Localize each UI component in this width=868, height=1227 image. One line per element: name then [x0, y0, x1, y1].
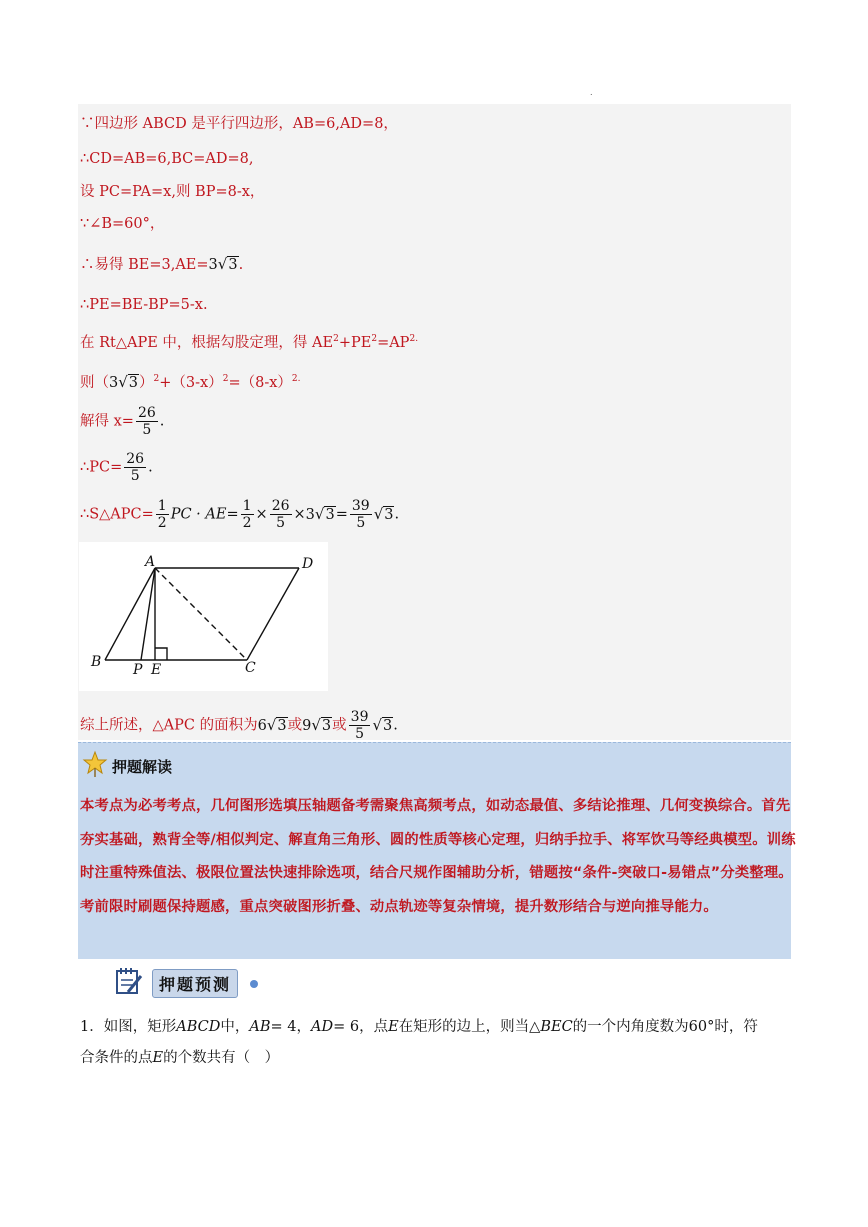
solution-line-8: 则$(3√3)^2+(3-x)^2=(8-x)^{2.}$: [80, 373, 301, 391]
solution-line-10: ∴PC= $\frac{26}{5}$ .: [80, 451, 153, 484]
label-c: C: [245, 660, 256, 676]
page-dot: .: [590, 88, 593, 97]
ae-value: 3√3: [208, 255, 238, 273]
question-1: 1．如图，矩形ABCD中，AB= 4，AD= 6，点E在矩形的边上，则当△BEC的一个内角度数为60°时，符 合条件的点E的个数共有（ ）: [80, 1019, 758, 1066]
prediction-title: 押题预测: [152, 969, 238, 998]
title-dot: [250, 980, 258, 988]
solution-line-9: 解得 x= $\frac{26}{5}$ .: [80, 405, 165, 438]
solution-line-5: ∴易得 BE=3,AE=3√3.: [80, 255, 244, 273]
label-e: E: [151, 662, 162, 678]
notepad-icon: [114, 966, 144, 1000]
solution-line-1: ∵四边形 ABCD 是平行四边形，AB=6,AD=8，: [80, 116, 398, 132]
label-a: A: [145, 554, 156, 570]
parallelogram-figure: [79, 542, 328, 691]
solution-line-2: ∴CD=AB=6,BC=AD=8,: [80, 151, 254, 167]
solution-line-7: 在 Rt△APE 中，根据勾股定理，得 $AE^2+PE^2=AP^{2.}$: [80, 334, 419, 351]
summary-text: 本考点为必考考点，几何图形选填压轴题备考需聚焦高频考点，如动态最值、多结论推理、几何变换综合。首先夯实基础，熟背全等/相似判定、解直角三角形、圆的性质等核心定理，归纳手拉手、将军饮马等经典模型。训练时注重特殊值法、极限位置法快速排除选项，结合尺规作图辅助分析，错题按“条件-突破口-易错点”分类整理。考前限时刷题保持题感，重点突破图形折叠、动点轨迹等复杂情境，提升数形结合与逆向推导能力。: [80, 798, 796, 915]
star-icon: [82, 750, 108, 782]
fraction-26-5: $\frac{26}{5}$: [137, 405, 156, 438]
fraction-26-5: $\frac{26}{5}$: [126, 451, 145, 484]
solution-line-11: ∴S△APC= $\frac{1}{2}$ PC · AE= $\frac{1}{2}$ × $\frac{26}{5}$ ×3√3= $\frac{39}{5}$ √3.: [80, 498, 400, 531]
parallelogram-diagram: [79, 542, 328, 691]
conclusion-line: 综上所述，△APC 的面积为6√3或9√3或 $\frac{39}{5}$ √3.: [80, 709, 398, 742]
solution-line-4: ∵∠B=60°，: [80, 216, 165, 232]
solution-line-3: 设 PC=PA=x,则 BP=8-x，: [80, 184, 265, 200]
solution-line-6: ∴PE=BE-BP=5-x.: [80, 297, 208, 313]
label-d: D: [302, 556, 314, 572]
label-p: P: [133, 662, 143, 678]
label-b: B: [91, 654, 102, 670]
summary-title: 押题解读: [112, 758, 173, 776]
